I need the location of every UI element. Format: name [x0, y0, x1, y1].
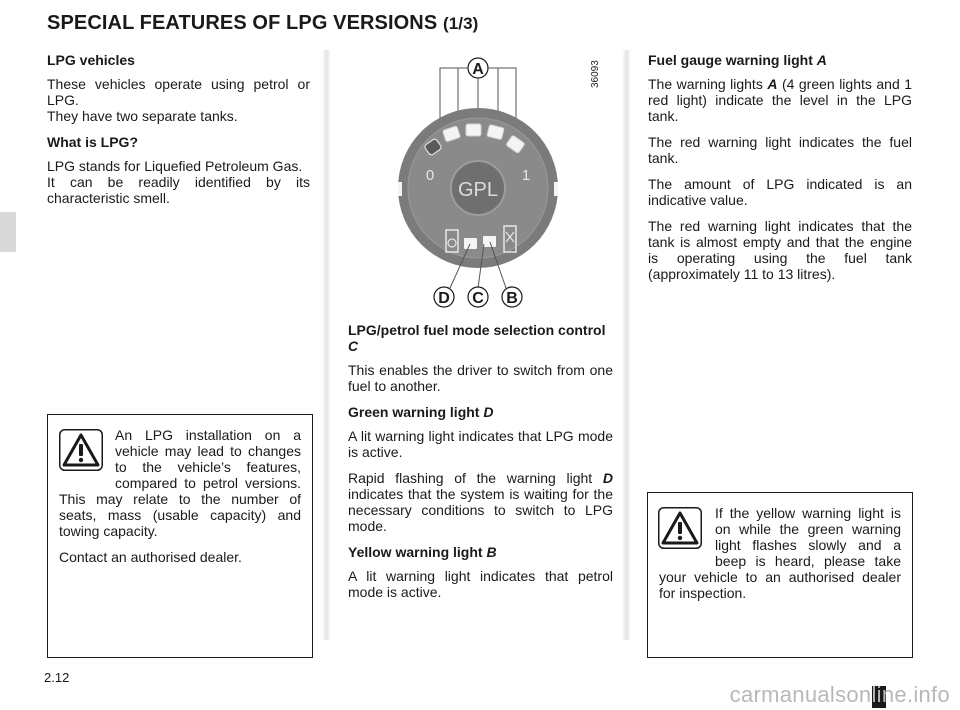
para-text: These vehicles operate using petrol or LPG. — [47, 76, 310, 108]
warning-box-installation — [47, 414, 313, 658]
column-middle — [348, 322, 613, 610]
warning-text: An LPG installation on a vehicle may lead to changes to the vehicle’s features, compared to petrol versions. This may relate to the number of seats, mass (usable capacity) and towing capacity. — [59, 427, 301, 539]
gpl-button-label: GPL — [457, 179, 499, 201]
dial-notch — [554, 182, 558, 196]
heading-letter: C — [348, 338, 359, 354]
para-text: LPG stands for Liquefied Petroleum Gas. — [47, 158, 303, 174]
para-green-light: A lit warning light indicates that LPG mode is active. — [348, 428, 613, 460]
dial-label-zero: 0 — [425, 167, 435, 184]
para-yellow-light: A lit warning light indicates that petrol mode is active. — [348, 568, 613, 600]
column-divider-right — [622, 50, 631, 640]
para-mode-selection: This enables the driver to switch from one fuel to another. — [348, 362, 613, 394]
warning-light-b — [483, 236, 496, 247]
para-rapid-flashing — [348, 470, 613, 534]
diagram-ref: 36093 — [590, 60, 601, 88]
gauge-light-green — [466, 124, 481, 136]
para-text: indicates that the system is waiting for the necessary conditions to switch to LPG mode. — [348, 486, 613, 534]
para-what-is-lpg — [47, 158, 310, 206]
page-number: 2.12 — [44, 670, 70, 685]
dial-notch — [398, 182, 402, 196]
page-title — [47, 12, 478, 35]
para-warning-lights — [648, 76, 912, 124]
para-almost-empty: The red warning light indicates that the tank is almost empty and that the engine is operating using the fuel tank (approximately 11 to 13 litres). — [648, 218, 912, 282]
para-text: Rapid flashing of the warning light — [348, 470, 593, 486]
warning-triangle-icon — [658, 507, 702, 549]
label-b: B — [506, 290, 518, 307]
inline-letter: A — [767, 76, 778, 92]
heading-letter: A — [816, 52, 827, 68]
heading-text: LPG/petrol fuel mode selection control — [348, 322, 606, 338]
heading-what-is-lpg: What is LPG? — [47, 134, 138, 150]
watermark: carmanualsonline.info — [729, 682, 950, 707]
heading-text: Green warning light — [348, 404, 480, 420]
para-text: (4 green lights and 1 red light) indicate the level in the LPG tank. — [648, 76, 913, 124]
warning-text-contact: Contact an authorised dealer. — [59, 549, 242, 565]
lpg-switch-diagram — [388, 48, 620, 318]
column-right — [648, 52, 912, 292]
para-indicative: The amount of LPG indicated is an indicative value. — [648, 176, 912, 208]
heading-green-light — [348, 404, 613, 420]
title-text: SPECIAL FEATURES OF LPG VERSIONS — [47, 12, 438, 34]
heading-text: Fuel gauge warning light — [648, 52, 813, 68]
label-a: A — [472, 61, 484, 78]
section-tab — [0, 212, 16, 252]
column-left — [47, 52, 310, 216]
label-d: D — [438, 290, 450, 307]
heading-fuel-gauge — [648, 52, 912, 68]
warning-light-d — [464, 238, 477, 249]
heading-lpg-vehicles: LPG vehicles — [47, 52, 135, 68]
heading-mode-selection — [348, 322, 613, 354]
heading-letter: B — [486, 544, 497, 560]
column-divider-left — [322, 50, 331, 640]
dial-label-one: 1 — [521, 167, 531, 184]
warning-text: If the yellow warning light is on while the green warning light flashes slowly and a beep is heard, please take your vehicle to an authorised dealer for inspection. — [659, 505, 901, 601]
para-text: They have two separate tanks. — [47, 108, 238, 124]
label-c: C — [472, 290, 484, 307]
title-part: (1/3) — [442, 14, 479, 33]
para-text: It can be readily identified by its characteristic smell. — [47, 174, 310, 206]
para-red-light: The red warning light indicates the fuel tank. — [648, 134, 912, 166]
warning-box-inspection — [647, 492, 913, 658]
heading-text: Yellow warning light — [348, 544, 483, 560]
heading-yellow-light — [348, 544, 613, 560]
para-lpg-vehicles — [47, 76, 310, 124]
heading-letter: D — [483, 404, 494, 420]
inline-letter: D — [602, 470, 613, 486]
warning-triangle-icon — [59, 429, 103, 471]
para-text: The warning lights — [648, 76, 763, 92]
